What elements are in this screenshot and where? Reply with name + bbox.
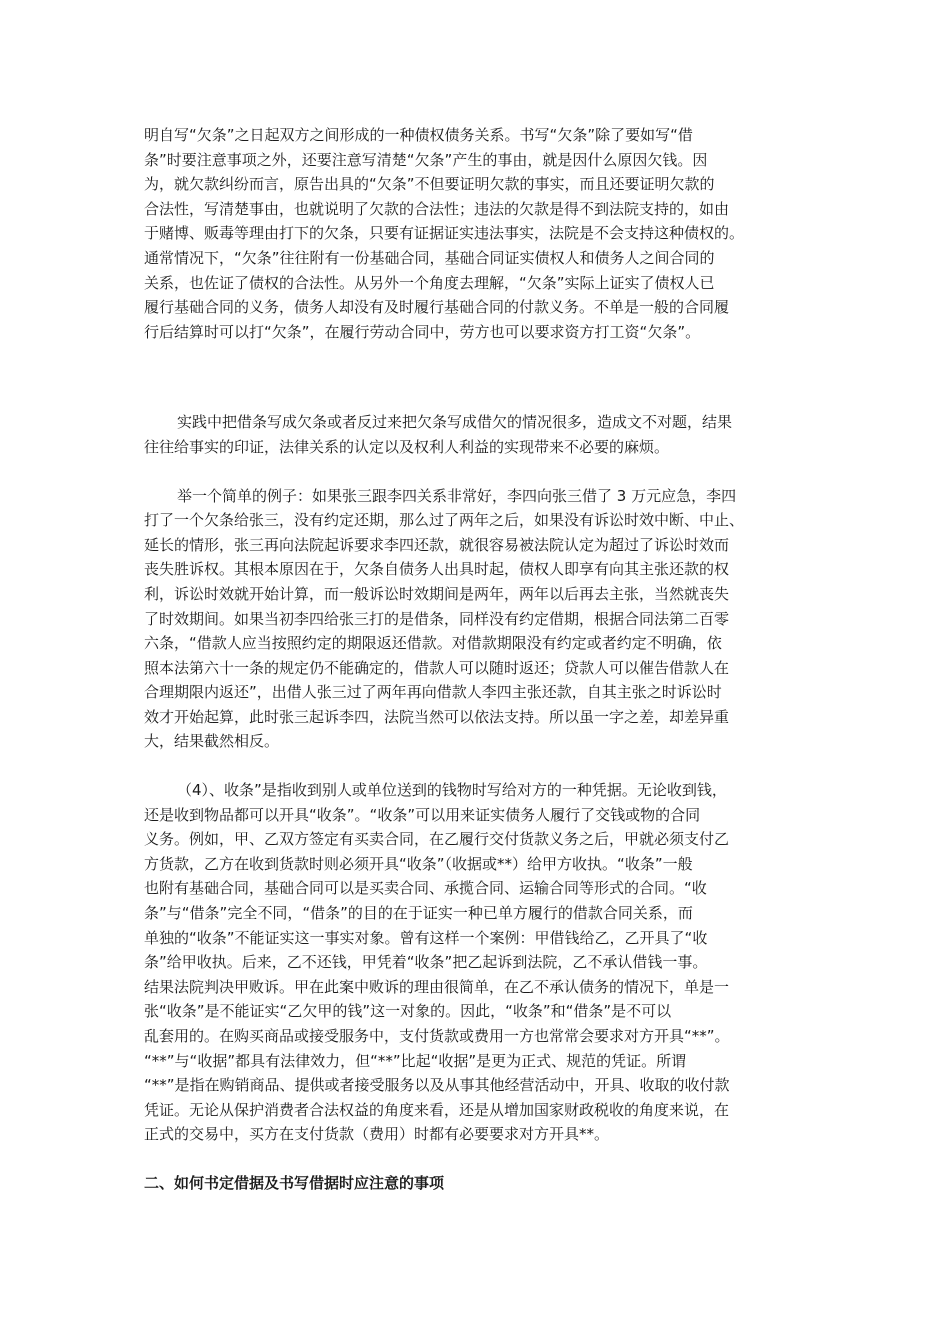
text-line: 照本法第六十一条的规定仍不能确定的，借款人可以随时返还；贷款人可以催告借款人在 bbox=[144, 658, 730, 677]
text-line: 单独的“收条”不能证实这一事实对象。曾有这样一个案例：甲借钱给乙，乙开具了“收 bbox=[144, 928, 708, 947]
text-line: 关系，也佐证了债权的合法性。从另外一个角度去理解，“欠条”实际上证实了债权人已 bbox=[144, 273, 715, 292]
text-line: 履行基础合同的义务，债务人却没有及时履行基础合同的付款义务。不单是一般的合同履 bbox=[144, 298, 730, 317]
text-line: 明自写“欠条”之日起双方之间形成的一种债权债务关系。书写“欠条”除了要如写“借 bbox=[144, 126, 693, 144]
text-line: 延长的情形，张三再向法院起诉要求李四还款，就很容易被法院认定为超过了诉讼时效而 bbox=[144, 535, 730, 554]
text-line: 六条，“借款人应当按照约定的期限返还借款。对借款期限没有约定或者约定不明确，依 bbox=[144, 634, 722, 653]
text-line: 合理期限内返还”，出借人张三过了两年再向借款人李四主张还款，自其主张之时诉讼时 bbox=[144, 683, 722, 702]
text-line: 效才开始起算，此时张三起诉李四，法院当然可以依法支持。所以虽一字之差，却差异重 bbox=[144, 707, 730, 726]
text-line: 举一个简单的例子：如果张三跟李四关系非常好，李四向张三借了 3 万元应急，李四 bbox=[177, 486, 737, 505]
text-line: 行后结算时可以打“欠条”，在履行劳动合同中，劳方也可以要求资方打工资“欠条”。 bbox=[144, 322, 701, 341]
text-line: 条”时要注意事项之外，还要注意写清楚“欠条”产生的事由，就是因什么原因欠钱。因 bbox=[144, 150, 708, 169]
text-line: 丧失胜诉权。其根本原因在于，欠条自债务人出具时起，债权人即享有向其主张还款的权 bbox=[144, 560, 730, 579]
text-line: 合法性，写清楚事由，也就说明了欠款的合法性；违法的欠款是得不到法院支持的，如由 bbox=[144, 199, 730, 218]
paragraph-spacer bbox=[144, 754, 808, 778]
paragraph-4 bbox=[144, 778, 808, 1147]
text-line: “**”与“收据”都具有法律效力，但“**”比起“收据”是更为正式、规范的凭证。所谓 bbox=[144, 1051, 687, 1070]
paragraph-1 bbox=[144, 123, 808, 344]
text-line: 方货款，乙方在收到货款时则必须开具“收条”（收据或**）给甲方收执。“收条”一般 bbox=[144, 854, 693, 873]
text-line: 条”与“借条”完全不同，“借条”的目的在于证实一种已单方履行的借款合同关系，而 bbox=[144, 904, 693, 923]
text-line: 大，结果截然相反。 bbox=[144, 732, 280, 751]
text-line: （4）、收条”是指收到别人或单位送到的钱物时写给对方的一种凭据。无论收到钱， bbox=[177, 781, 727, 800]
text-line: 义务。例如，甲、乙双方签定有买卖合同，在乙履行交付货款义务之后，甲就必须支付乙 bbox=[144, 830, 730, 849]
text-line: 还是收到物品都可以开具“收条”。“收条”可以用来证实债务人履行了交钱或物的合同 bbox=[144, 805, 701, 824]
document-page bbox=[144, 123, 808, 1195]
text-line: 了时效期间。如果当初李四给张三打的是借条，同样没有约定借期，根据合同法第二百零 bbox=[144, 609, 730, 628]
paragraph-spacer bbox=[144, 344, 808, 410]
text-line: 利，诉讼时效就开始计算，而一般诉讼时效期间是两年，两年以后再去主张，当然就丧失 bbox=[144, 584, 730, 603]
paragraph-spacer bbox=[144, 1147, 808, 1171]
text-line: 正式的交易中，买方在支付货款（费用）时都有必要要求对方开具**。 bbox=[144, 1125, 610, 1144]
text-line: 往往给事实的印证，法律关系的认定以及权利人利益的实现带来不必要的麻烦。 bbox=[144, 437, 670, 456]
text-line: 为，就欠款纠纷而言，原告出具的“欠条”不但要证明欠款的事实，而且还要证明欠款的 bbox=[144, 175, 715, 194]
text-line: 张“收条”是不能证实“乙欠甲的钱”这一对象的。因此，“收条”和“借条”是不可以 bbox=[144, 1002, 672, 1021]
text-line: 乱套用的。在购买商品或接受服务中，支付货款或费用一方也常常会要求对方开具“**”。 bbox=[144, 1027, 730, 1045]
text-line: 结果法院判决甲败诉。甲在此案中败诉的理由很简单，在乙不承认债务的情况下，单是一 bbox=[144, 977, 730, 996]
text-line: 也附有基础合同，基础合同可以是买卖合同、承揽合同、运输合同等形式的合同。“收 bbox=[144, 879, 707, 898]
text-line: 条”给甲收执。后来，乙不还钱，甲凭着“收条”把乙起诉到法院，乙不承认借钱一事。 bbox=[144, 953, 708, 972]
text-line: 于赌博、贩毒等理由打下的欠条，只要有证据证实违法事实，法院是不会支持这种债权的。 bbox=[144, 224, 745, 243]
text-line: 实践中把借条写成欠条或者反过来把欠条写成借欠的情况很多，造成文不对题，结果 bbox=[177, 413, 733, 432]
section-heading: 二、如何书定借据及书写借据时应注意的事项 bbox=[144, 1173, 445, 1192]
text-line: 凭证。无论从保护消费者合法权益的角度来看，还是从增加国家财政税收的角度来说，在 bbox=[144, 1100, 730, 1119]
text-line: “**”是指在购销商品、提供或者接受服务以及从事其他经营活动中，开具、收取的收付款 bbox=[144, 1076, 730, 1095]
paragraph-3 bbox=[144, 484, 808, 755]
text-line: 通常情况下，“欠条”往往附有一份基础合同，基础合同证实债权人和债务人之间合同的 bbox=[144, 248, 715, 267]
paragraph-2 bbox=[144, 410, 808, 459]
paragraph-spacer bbox=[144, 460, 808, 484]
text-line: 打了一个欠条给张三，没有约定还期，那么过了两年之后，如果没有诉讼时效中断、中止、 bbox=[144, 511, 745, 530]
